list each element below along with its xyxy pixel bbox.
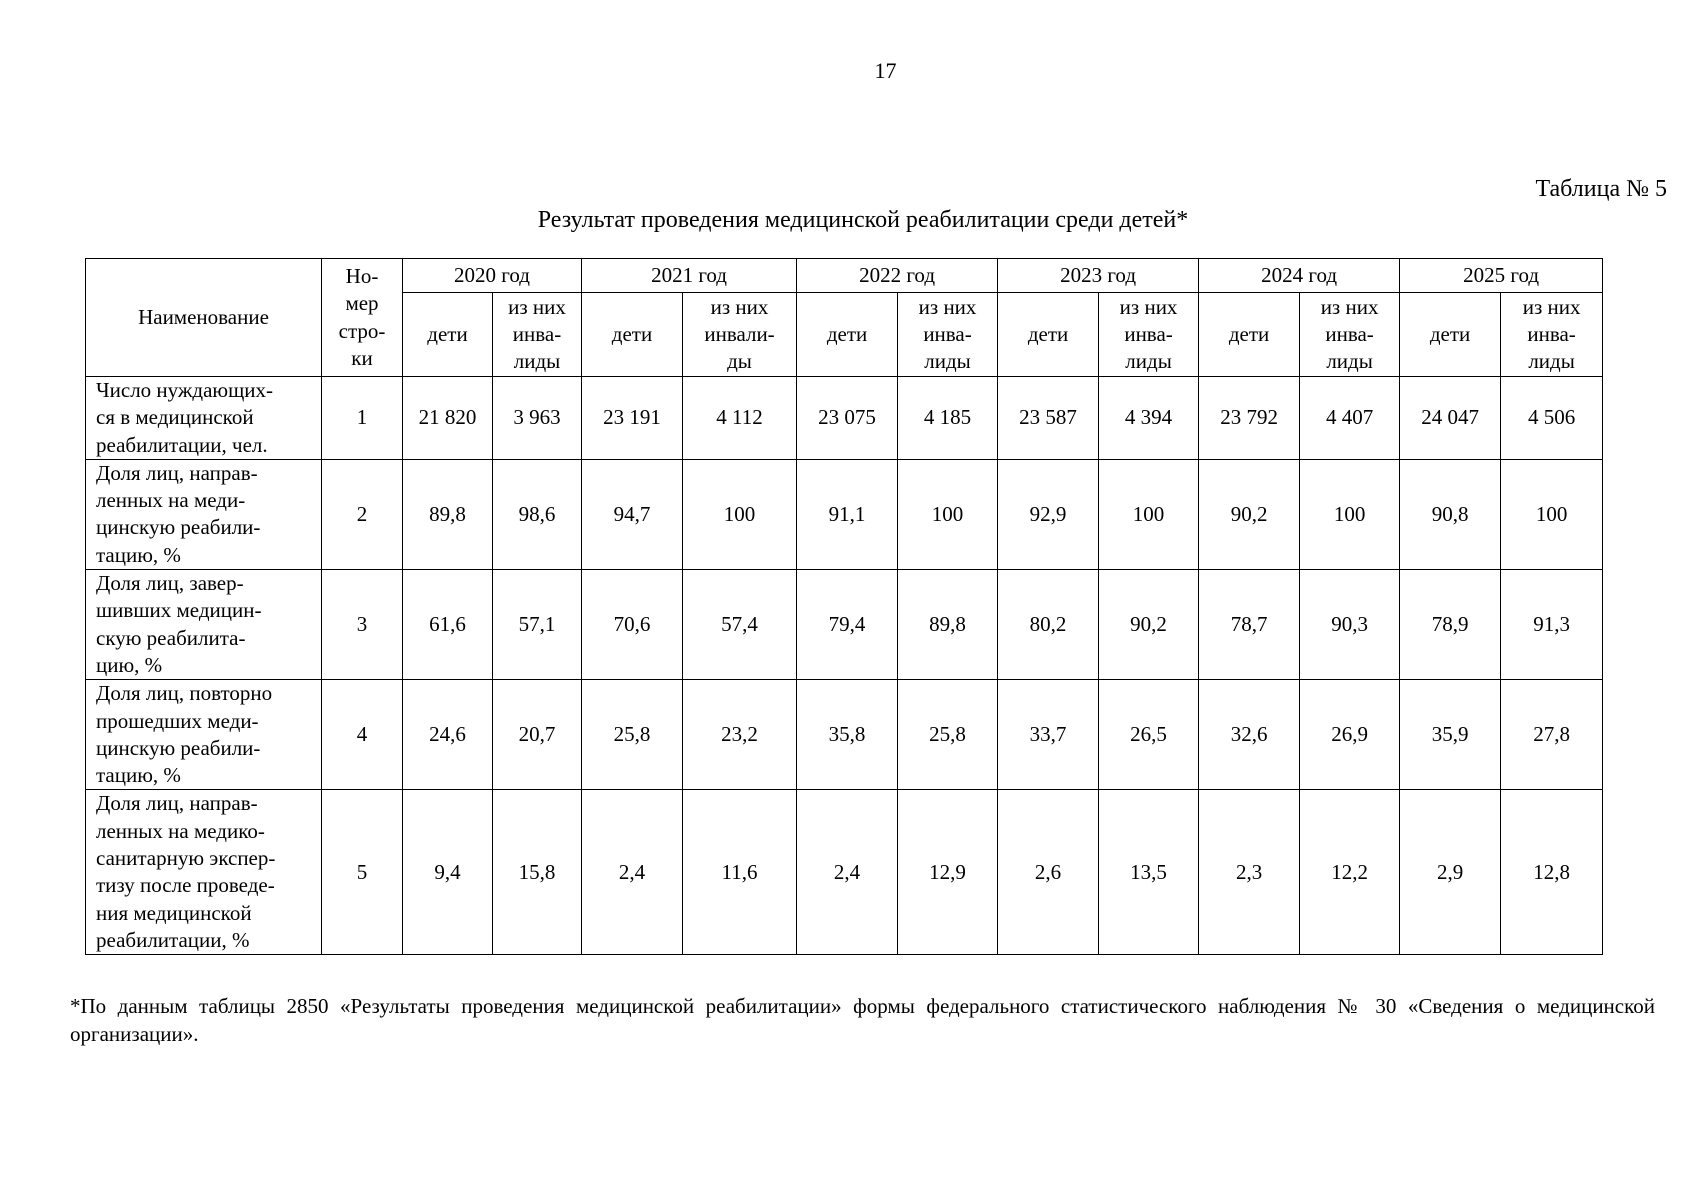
row-number: 2 [322,459,403,569]
header-year: 2021 год [582,259,797,293]
cell-value: 57,4 [683,570,797,680]
row-name: Доля лиц, повторно прошедших меди- цинскую реабили- тацию, % [86,680,322,790]
cell-value: 79,4 [797,570,898,680]
cell-value: 26,9 [1300,680,1400,790]
cell-value: 70,6 [582,570,683,680]
cell-value: 2,3 [1199,790,1300,955]
cell-value: 4 506 [1501,377,1603,460]
header-children: дети [1199,293,1300,377]
cell-value: 89,8 [403,459,493,569]
cell-value: 4 407 [1300,377,1400,460]
header-disabled: из них инва- лиды [1099,293,1199,377]
table-title: Результат проведения медицинской реабилитации среди детей* [537,207,1189,233]
cell-value: 2,4 [582,790,683,955]
cell-value: 92,9 [998,459,1099,569]
cell-value: 26,5 [1099,680,1199,790]
cell-value: 80,2 [998,570,1099,680]
row-number: 4 [322,680,403,790]
cell-value: 32,6 [1199,680,1300,790]
footnote: *По данным таблицы 2850 «Результаты проведения медицинской реабилитации» формы федерального статистического наблюдения № 30 «Сведения о медицинской организации». [70,994,1655,1047]
cell-value: 90,2 [1199,459,1300,569]
cell-value: 23 587 [998,377,1099,460]
cell-value: 20,7 [493,680,582,790]
cell-value: 100 [1099,459,1199,569]
cell-value: 35,9 [1400,680,1501,790]
header-year: 2025 год [1400,259,1603,293]
header-row-number: Но- мер стро- ки [322,259,403,377]
table-number: Таблица № 5 [1535,176,1667,202]
cell-value: 2,9 [1400,790,1501,955]
data-table [85,258,1603,955]
cell-value: 100 [1501,459,1603,569]
table-row [86,459,1603,569]
cell-value: 61,6 [403,570,493,680]
cell-value: 90,2 [1099,570,1199,680]
cell-value: 90,3 [1300,570,1400,680]
cell-value: 33,7 [998,680,1099,790]
header-children: дети [403,293,493,377]
table-row [86,570,1603,680]
cell-value: 57,1 [493,570,582,680]
cell-value: 27,8 [1501,680,1603,790]
cell-value: 4 394 [1099,377,1199,460]
table-row [86,377,1603,460]
row-number: 5 [322,790,403,955]
header-children: дети [1400,293,1501,377]
cell-value: 100 [898,459,998,569]
table-row [86,680,1603,790]
row-number: 1 [322,377,403,460]
cell-value: 23 792 [1199,377,1300,460]
cell-value: 89,8 [898,570,998,680]
header-disabled: из них инва- лиды [1300,293,1400,377]
cell-value: 91,3 [1501,570,1603,680]
header-disabled: из них инва- лиды [898,293,998,377]
cell-value: 23 075 [797,377,898,460]
cell-value: 78,7 [1199,570,1300,680]
cell-value: 25,8 [898,680,998,790]
header-children: дети [998,293,1099,377]
cell-value: 35,8 [797,680,898,790]
cell-value: 12,2 [1300,790,1400,955]
header-disabled: из них инвали- ды [683,293,797,377]
header-year: 2024 год [1199,259,1400,293]
header-year: 2020 год [403,259,582,293]
cell-value: 3 963 [493,377,582,460]
cell-value: 100 [1300,459,1400,569]
table-body [86,377,1603,955]
cell-value: 23,2 [683,680,797,790]
header-year: 2023 год [998,259,1199,293]
cell-value: 21 820 [403,377,493,460]
cell-value: 94,7 [582,459,683,569]
cell-value: 15,8 [493,790,582,955]
cell-value: 90,8 [1400,459,1501,569]
cell-value: 12,9 [898,790,998,955]
table-row [86,790,1603,955]
row-number: 3 [322,570,403,680]
cell-value: 100 [683,459,797,569]
row-name: Число нуждающих- ся в медицинской реабилитации, чел. [86,377,322,460]
cell-value: 11,6 [683,790,797,955]
page-number: 17 [874,58,897,83]
header-disabled: из них инва- лиды [1501,293,1603,377]
cell-value: 4 185 [898,377,998,460]
cell-value: 2,6 [998,790,1099,955]
cell-value: 9,4 [403,790,493,955]
cell-value: 78,9 [1400,570,1501,680]
header-children: дети [582,293,683,377]
cell-value: 91,1 [797,459,898,569]
header-row-years [86,259,1603,293]
cell-value: 12,8 [1501,790,1603,955]
table-header [86,259,1603,377]
header-year: 2022 год [797,259,998,293]
header-disabled: из них инва- лиды [493,293,582,377]
cell-value: 4 112 [683,377,797,460]
row-name: Доля лиц, завер- шивших медицин- скую реабилита- цию, % [86,570,322,680]
row-name: Доля лиц, направ- ленных на медико- санитарную экспер- тизу после проведе- ния медицинской реабилитации, % [86,790,322,955]
cell-value: 13,5 [1099,790,1199,955]
cell-value: 2,4 [797,790,898,955]
header-name: Наименование [86,259,322,377]
row-name: Доля лиц, направ- ленных на меди- цинскую реабили- тацию, % [86,459,322,569]
cell-value: 25,8 [582,680,683,790]
cell-value: 24,6 [403,680,493,790]
cell-value: 24 047 [1400,377,1501,460]
header-children: дети [797,293,898,377]
cell-value: 23 191 [582,377,683,460]
cell-value: 98,6 [493,459,582,569]
